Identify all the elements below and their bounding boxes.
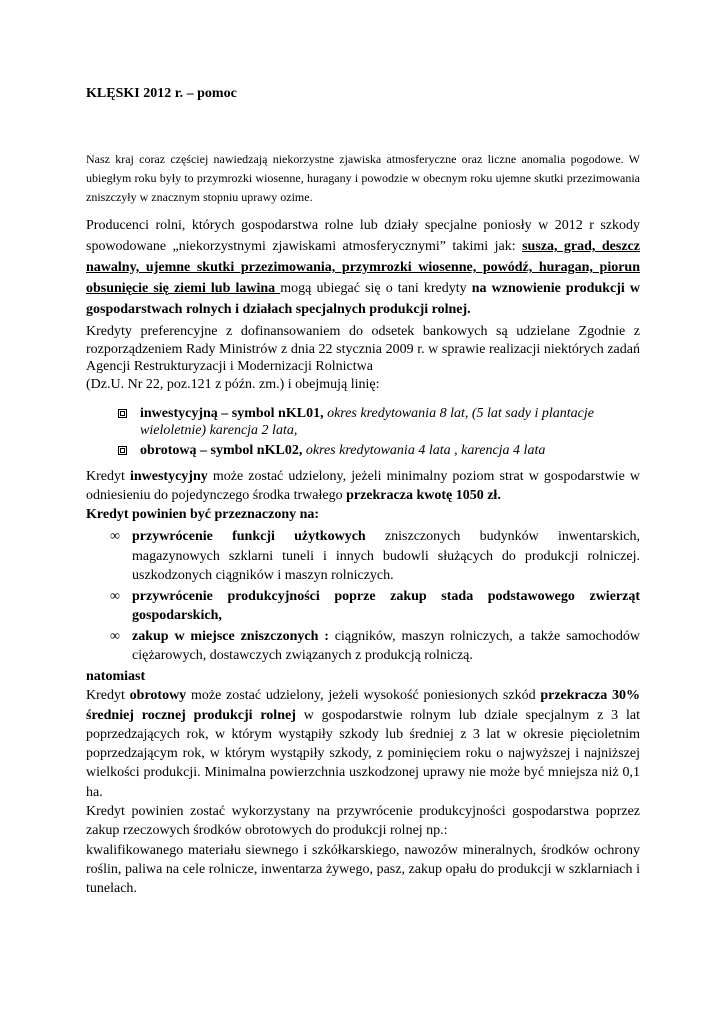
working-threshold: przekracza 30% średniej rocznej produkcji rolnej — [86, 688, 640, 723]
square-bullet-icon — [118, 409, 127, 418]
intro-paragraph: Nasz kraj coraz częściej nawiedzają niekorzystne zjawiska atmosferyczne oraz liczne anomalia pogodowe. W ubiegłym roku były to przymrozki wiosenne, huragany i powodzie w obecnym roku ujemne skutki przezimowania zniszczyły w znacznym stopniu uprawy ozime. — [86, 152, 640, 204]
working-text-1: Kredyt — [86, 688, 130, 704]
purpose-item — [110, 527, 640, 586]
working-kind: obrotowy — [129, 688, 187, 704]
infinity-bullet-icon: ∞ — [110, 588, 120, 604]
purpose-list — [110, 527, 640, 667]
credits-intro: Kredyty preferencyjne z dofinansowaniem do odsetek bankowych są udzielane Zgodnie z rozporządzeniem Rady Ministrów z dnia 22 stycznia 2009 r. w sprawie realizacji niektórych zadań Agencji Restrukturyzacji i Modernizacji Rolnictwa — [86, 324, 640, 374]
credit-line-item — [116, 442, 640, 459]
working-text-2: może zostać udzielony, jeżeli wysokość poniesionych szkód — [186, 688, 541, 704]
working-use: Kredyt powinien zostać wykorzystany na przywrócenie produkcyjności gospodarstwa poprzez zakup rzeczowych środków obrotowych do produkcji rolnej np.: — [86, 804, 640, 839]
working-credit-block — [86, 667, 640, 899]
investment-threshold: przekracza kwotę 1050 zł. — [346, 488, 501, 503]
credit-line-name: inwestycyjną – symbol nKL01, — [140, 406, 324, 421]
purpose-bold: przywrócenie produkcyjności poprze zakup stada podstawowego zwierząt gospodarskich, — [132, 588, 640, 623]
infinity-bullet-icon: ∞ — [110, 529, 120, 544]
credits-intro-block — [86, 323, 640, 393]
credit-line-name: obrotową – symbol nKL02, — [140, 443, 303, 458]
natomiast-label: natomiast — [86, 669, 146, 684]
investment-text-1: Kredyt — [86, 469, 130, 484]
producers-paragraph — [86, 215, 640, 320]
purpose-item — [110, 587, 640, 626]
purpose-heading: Kredyt powinien być przeznaczony na: — [86, 507, 320, 522]
investment-conditions — [86, 467, 640, 505]
credit-line-terms: okres kredytowania 8 lat, (5 lat sady i plantacje wieloletnie) karencja 2 lata, — [140, 406, 594, 438]
purpose-item — [110, 627, 640, 666]
working-examples: kwalifikowanego materiału siewnego i szkółkarskiego, nawozów mineralnych, środków ochrony roślin, paliwa na cele rolnicze, inwentarza żywego, pasz, zakup opału do produkcji w szklarniach i tunelach. — [86, 842, 640, 897]
credit-line-item — [116, 405, 640, 439]
credit-line-terms: okres kredytowania 4 lata , karencja 4 lata — [302, 443, 546, 458]
purpose-bold: przywrócenie funkcji użytkowych — [132, 529, 366, 544]
infinity-bullet-icon: ∞ — [110, 628, 120, 644]
purpose-text: ciągników, maszyn rolniczych, a także samochodów ciężarowych, dostawczych związanych z produkcją rolniczą. — [132, 628, 640, 663]
credit-purpose: na wznowienie produkcji w gospodarstwach rolnych i działach specjalnych produkcji rolnej. — [86, 281, 641, 317]
working-text-3: w gospodarstwie rolnym lub dziale specjalnym z 3 lat poprzedzających rok, w którym wystąpiły szkody lub średniej z 3 lat w okresie pięcioletnim poprzedzającym rok, w którym wystąpiły szkody, z pominięciem roku o najwyższej i najniższej wielkości produkcji. Minimalna powierzchnia uszkodzonej uprawy nie może być mniejsza niż 0,1 ha. — [86, 707, 640, 800]
credits-reference: (Dz.U. Nr 22, poz.121 z późn. zm.) i obejmują linię: — [86, 376, 380, 392]
producers-text-2: mogą ubiegać się o tani kredyty — [280, 281, 472, 296]
purpose-bold: zakup w miejsce zniszczonych : — [132, 628, 329, 644]
credit-lines-list — [116, 405, 640, 462]
phenomena-list: susza, grad, deszcz nawalny, ujemne skutki przezimowania, przymrozki wiosenne, powódź, huragan, piorun obsunięcie się ziemi lub lawina — [86, 239, 640, 296]
square-bullet-icon — [118, 446, 127, 455]
working-conditions — [86, 686, 640, 802]
investment-kind: inwestycyjny — [129, 469, 208, 484]
document-title: KLĘSKI 2012 r. – pomoc — [86, 86, 237, 101]
investment-credit-block — [86, 467, 640, 524]
investment-text-2: może zostać udzielony, jeżeli minimalny poziom strat w gospodarstwie w odniesieniu do pojedynczego środka trwałego — [86, 469, 640, 503]
purpose-text: zniszczonych budynków inwentarskich, magazynowych szklarni tuneli i innych budowli służących do produkcji rolniczej. uszkodzonych ciągników i maszyn rolniczych. — [132, 529, 640, 583]
producers-text-1: Producenci rolni, których gospodarstwa rolne lub działy specjalne poniosły w 2012 r szkody spowodowane „niekorzystnymi zjawiskami atmosferycznymi” takimi jak: — [86, 218, 640, 254]
